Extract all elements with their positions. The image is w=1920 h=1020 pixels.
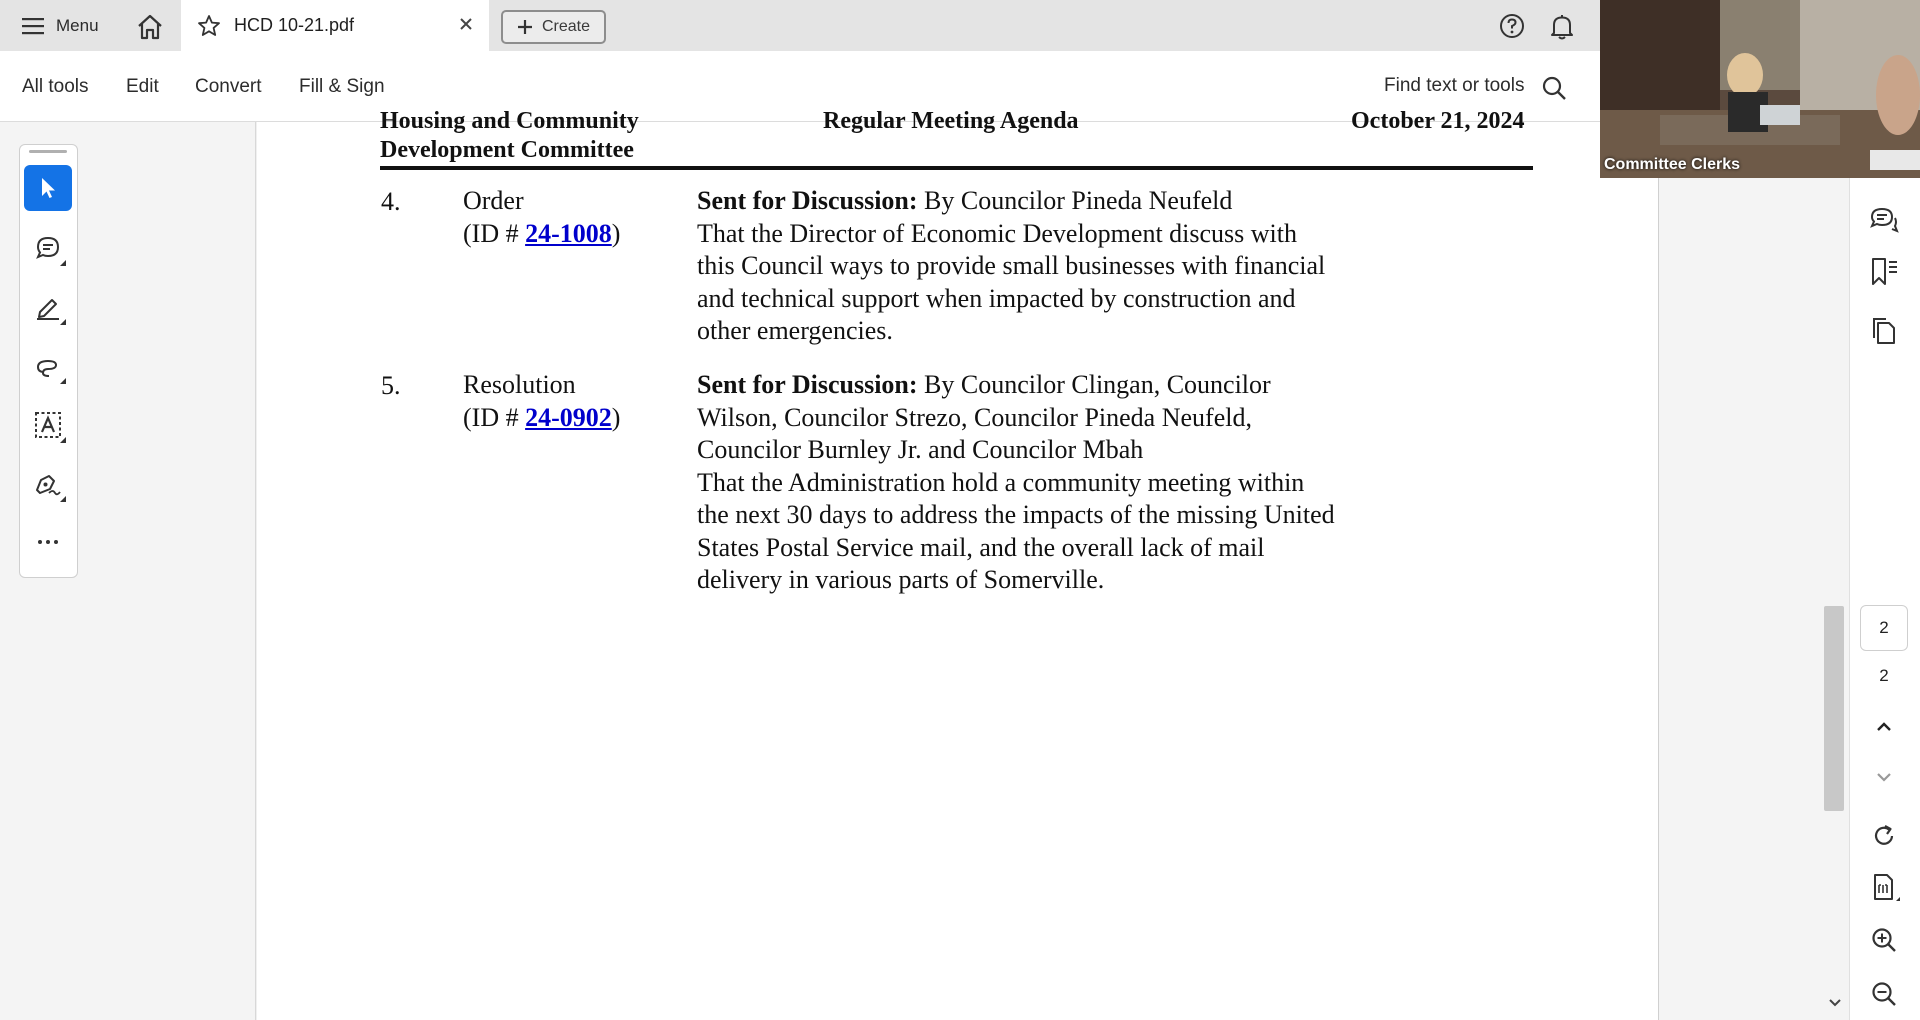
item-id-link[interactable]: 24-1008: [525, 218, 612, 248]
comment-tool-button[interactable]: [24, 225, 72, 271]
more-horizontal-icon: [36, 538, 60, 546]
hamburger-icon: [22, 17, 44, 35]
notifications-button[interactable]: [1549, 13, 1575, 41]
zoom-in-icon[interactable]: [1870, 926, 1898, 954]
all-tools-menu[interactable]: All tools: [22, 76, 89, 97]
rotate-icon[interactable]: [1870, 822, 1898, 850]
select-tool-button[interactable]: [24, 165, 72, 211]
home-icon: [136, 14, 164, 40]
item-id-line: [463, 218, 620, 251]
convert-menu[interactable]: Convert: [195, 76, 262, 97]
more-tools-button[interactable]: [24, 519, 72, 565]
home-button[interactable]: [134, 12, 166, 42]
text-recognition-tool-button[interactable]: [24, 402, 72, 448]
scroll-down-arrow-icon[interactable]: [1828, 998, 1842, 1008]
star-icon[interactable]: [197, 14, 221, 38]
draw-tool-button[interactable]: [24, 343, 72, 389]
help-icon: [1499, 13, 1525, 39]
text-select-icon: [33, 410, 63, 440]
header-divider: [380, 166, 1533, 170]
highlight-tool-button[interactable]: [24, 284, 72, 330]
create-button[interactable]: [501, 10, 606, 44]
item-description: That the Administration hold a community meeting within the next 30 days to address the impacts of the missing United States Postal Service mail, and the overall lack of mail delivery in various parts of Somerville.: [697, 467, 1335, 594]
fountain-pen-icon: [33, 470, 63, 498]
submenu-indicator: [60, 378, 66, 384]
header-date: October 21, 2024: [1351, 108, 1525, 134]
fit-page-icon[interactable]: [1870, 872, 1902, 906]
item-sponsors: By Councilor Pineda Neufeld: [917, 186, 1233, 215]
menu-label: Menu: [56, 16, 99, 35]
submenu-indicator: [60, 319, 66, 325]
total-pages: 2: [1879, 666, 1889, 685]
rail-drag-handle[interactable]: [29, 150, 67, 153]
edit-menu[interactable]: Edit: [126, 76, 159, 97]
agenda-item-body: [697, 369, 1337, 597]
item-id-link[interactable]: 24-0902: [525, 402, 612, 432]
create-label: Create: [541, 18, 591, 35]
zoom-out-icon[interactable]: [1870, 980, 1898, 1008]
submenu-indicator: [60, 496, 66, 502]
help-button[interactable]: [1499, 13, 1525, 39]
header-committee-line2: Development Committee: [380, 137, 634, 163]
current-page-input[interactable]: 2: [1860, 605, 1908, 651]
menu-button[interactable]: [22, 14, 99, 38]
video-participant-label: Committee Clerks: [1604, 156, 1741, 173]
id-prefix: (ID #: [463, 402, 526, 432]
comment-icon: [34, 234, 62, 262]
find-text-label[interactable]: Find text or tools: [1384, 75, 1525, 96]
item-type-label: Order: [463, 186, 524, 215]
pen-icon: [34, 293, 62, 321]
item-id-line: [463, 402, 620, 435]
submenu-indicator: [60, 437, 66, 443]
id-suffix: ): [611, 402, 621, 432]
page-thumbnails-icon[interactable]: [1868, 315, 1900, 347]
agenda-item-number: 5.: [381, 371, 401, 400]
agenda-item-type: [463, 185, 620, 250]
bell-icon: [1549, 13, 1575, 41]
search-icon[interactable]: [1541, 75, 1567, 101]
tab-bar: [0, 0, 1600, 51]
tab-title: HCD 10-21.pdf: [234, 15, 355, 35]
bookmarks-panel-icon[interactable]: [1868, 256, 1900, 288]
comments-panel-icon[interactable]: [1868, 204, 1900, 236]
header-meeting-type: Regular Meeting Agenda: [823, 108, 1079, 134]
fill-sign-menu[interactable]: Fill & Sign: [299, 76, 385, 97]
header-committee-line1: Housing and Community: [380, 108, 639, 134]
video-feed-image: [1600, 0, 1920, 178]
id-prefix: (ID #: [463, 218, 526, 248]
close-tab-icon[interactable]: [457, 15, 475, 33]
cursor-icon: [38, 176, 58, 200]
quick-tools-rail: [19, 144, 78, 578]
sign-tool-button[interactable]: [24, 461, 72, 507]
next-page-icon[interactable]: [1875, 771, 1893, 783]
previous-page-icon[interactable]: [1875, 720, 1893, 732]
item-status: Sent for Discussion:: [697, 186, 918, 215]
document-page: [257, 108, 1659, 1020]
id-suffix: ): [611, 218, 621, 248]
agenda-item-body: [697, 185, 1337, 348]
vertical-scrollbar[interactable]: [1821, 122, 1849, 1020]
agenda-item-number: 4.: [381, 187, 401, 216]
freehand-draw-icon: [34, 352, 62, 380]
plus-icon: [517, 19, 533, 35]
video-call-overlay[interactable]: [1600, 0, 1920, 178]
item-sponsors: By Councilor Clingan, Councilor Wilson, Councilor Strezo, Councilor Pineda Neufeld, Councilor Burnley Jr. and Councilor Mbah: [697, 370, 1271, 464]
item-type-label: Resolution: [463, 370, 576, 399]
item-status: Sent for Discussion:: [697, 370, 918, 399]
submenu-indicator: [60, 260, 66, 266]
agenda-item-type: [463, 369, 620, 434]
item-description: That the Director of Economic Development discuss with this Council ways to provide small businesses with financial and technical support when impacted by construction and other emergencies.: [697, 218, 1326, 345]
scrollbar-thumb[interactable]: [1824, 606, 1844, 811]
document-tab[interactable]: [181, 0, 489, 51]
